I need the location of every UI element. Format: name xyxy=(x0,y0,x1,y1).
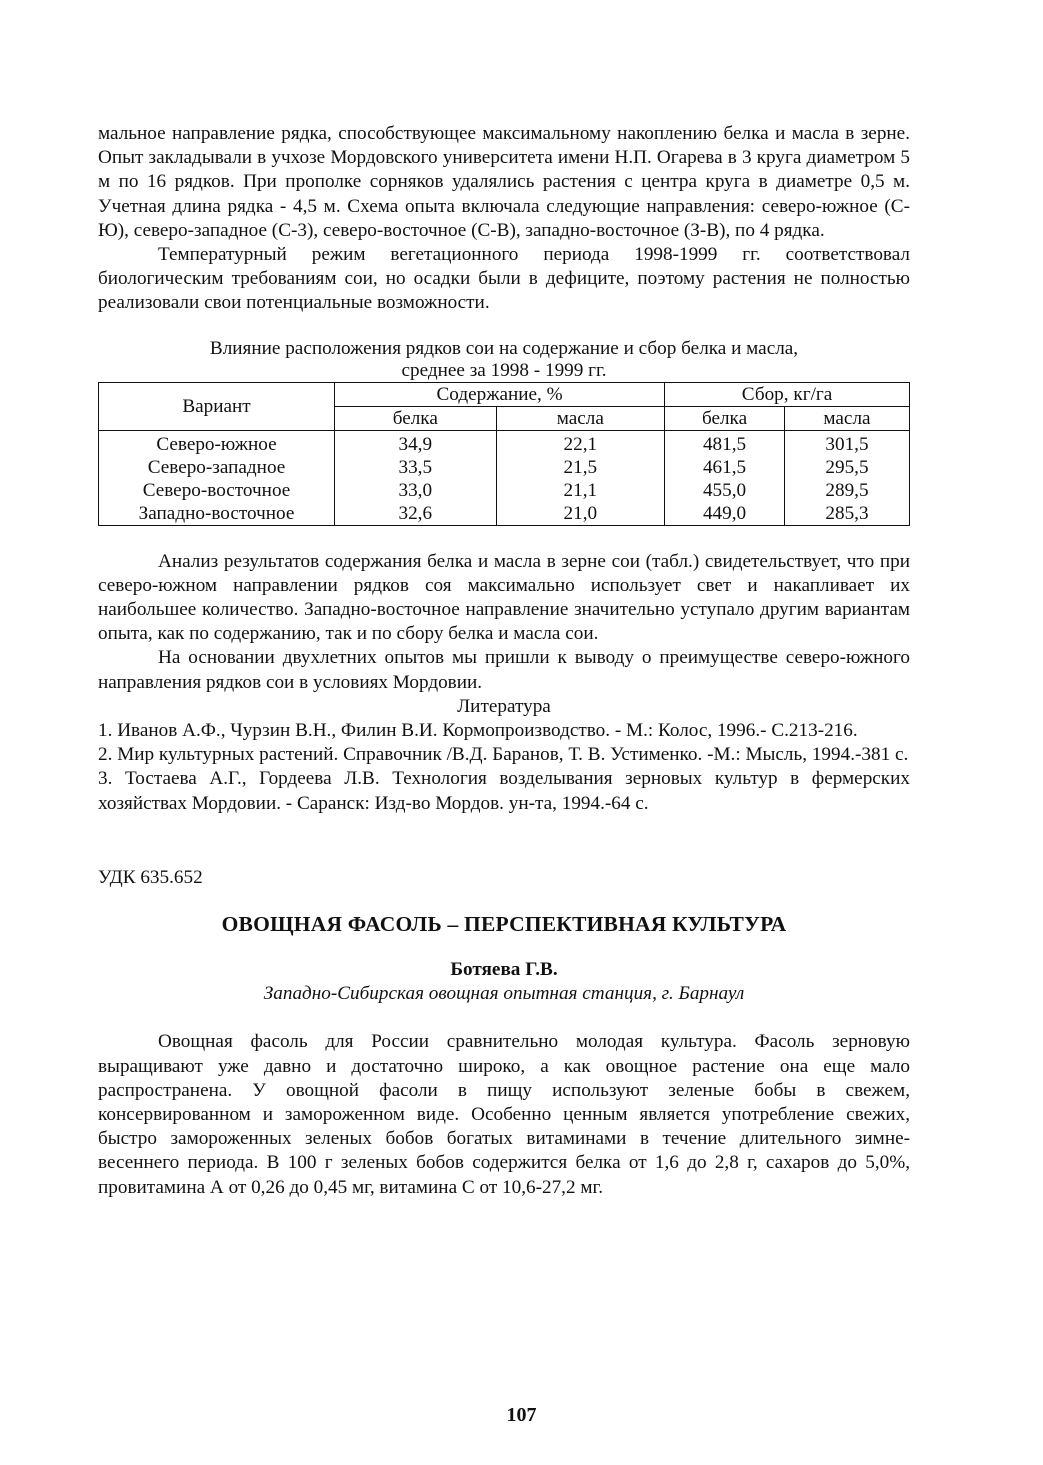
cell-variant: Северо-южное xyxy=(99,430,335,456)
cell-content-oil: 21,5 xyxy=(496,456,665,479)
subheader-content-oil: масла xyxy=(496,406,665,430)
cell-content-oil: 21,0 xyxy=(496,502,665,526)
table-caption-line-2: среднее за 1998 - 1999 гг. xyxy=(401,359,607,381)
article-body: Овощная фасоль для России сравнительно молодая культура. Фасоль зерновую выращивают уже давно и достаточно широко, а как овощное растение она еще мало распространена. У овощной фасоли в пищу используют зеленые бобы в свежем, консервированном и замороженном виде. Особенно ценным является употребление свежих, быстро замороженных зеленых бобов богатых витаминами в течение длительного зимне-весеннего периода. В 100 г зеленых бобов содержится белка от 1,6 до 2,8 г, сахаров до 5,0%, провитамина А от 0,26 до 0,45 мг, витамина С от 10,6-27,2 мг. xyxy=(98,1031,910,1198)
table-caption-line-1: Влияние расположения рядков сои на содержание и сбор белка и масла, xyxy=(209,337,799,359)
reference-item: 3. Тостаева А.Г., Гордеева Л.В. Технология возделывания зерновых культур в фермерских хозяйствах Мордовии. - Саранск: Изд-во Мордов. ун-та, 1994.-64 с. xyxy=(98,768,910,814)
reference-item: 2. Мир культурных растений. Справочник /В.Д. Баранов, Т. В. Устименко. -М.: Мысль, 1994.-381 с. xyxy=(98,744,909,766)
cell-content-protein: 32,6 xyxy=(335,502,497,526)
cell-yield-oil: 289,5 xyxy=(784,479,909,502)
subheader-yield-oil: масла xyxy=(784,406,909,430)
reference-item: 1. Иванов А.Ф., Чурзин В.Н., Филин В.И. Кормопроизводство. - М.: Колос, 1996.- С.213-216. xyxy=(98,720,858,742)
article-affiliation: Западно-Сибирская овощная опытная станция, г. Барнаул xyxy=(263,983,745,1005)
table-row xyxy=(99,502,910,526)
table-row xyxy=(99,456,910,479)
article-title: ОВОЩНАЯ ФАСОЛЬ – ПЕРСПЕКТИВНАЯ КУЛЬТУРА xyxy=(221,911,787,936)
cell-yield-protein: 481,5 xyxy=(665,430,785,456)
cell-content-protein: 33,0 xyxy=(335,479,497,502)
cell-content-oil: 21,1 xyxy=(496,479,665,502)
cell-yield-protein: 461,5 xyxy=(665,456,785,479)
table-row xyxy=(99,479,910,502)
intro-paragraph-2: Температурный режим вегетационного периода 1998-1999 гг. соответствовал биологическим требованиям сои, но осадки были в дефиците, поэтому растения не полностью реализовали свои потенциальные возможности. xyxy=(98,244,910,314)
intro-paragraph-1: мальное направление рядка, способствующее максимальному накоплению белка и масла в зерне. Опыт закладывали в учхозе Мордовского университета имени Н.П. Огарева в 3 круга диаметром 5 м по 16 рядков. При прополке сорняков удалялись растения с центра круга в диаметре 0,5 м. Учетная длина рядка - 4,5 м. Схема опыта включала следующие направления: северо-южное (С-Ю), северо-западное (С-3), северо-восточное (С-В), западно-восточное (З-В), по 4 рядка. xyxy=(98,123,910,241)
cell-content-protein: 34,9 xyxy=(335,430,497,456)
article-author: Ботяева Г.В. xyxy=(450,959,558,981)
cell-content-protein: 33,5 xyxy=(335,456,497,479)
analysis-paragraph-1: Анализ результатов содержания белка и масла в зерне сои (табл.) свидетельствует, что при северо-южном направлении рядков соя максимально использует свет и накапливает их наибольшее количество. Западно-восточное направление значительно уступало другим вариантам опыта, как по содержанию, так и по сбору белка и масла сои. xyxy=(98,550,910,645)
table-row xyxy=(99,430,910,456)
cell-yield-protein: 455,0 xyxy=(665,479,785,502)
header-content: Содержание, % xyxy=(335,382,665,406)
cell-variant: Северо-западное xyxy=(99,456,335,479)
header-variant: Вариант xyxy=(99,382,335,430)
cell-yield-oil: 285,3 xyxy=(784,502,909,526)
cell-yield-oil: 301,5 xyxy=(784,430,909,456)
cell-yield-protein: 449,0 xyxy=(665,502,785,526)
udk-code: УДК 635.652 xyxy=(98,866,203,888)
cell-variant: Западно-восточное xyxy=(99,502,335,526)
subheader-content-protein: белка xyxy=(335,406,497,430)
subheader-yield-protein: белка xyxy=(665,406,785,430)
page-content xyxy=(98,122,910,1200)
analysis-paragraph-2: На основании двухлетних опытов мы пришли к выводу о преимуществе северо-южного направления рядков сои в условиях Мордовии. xyxy=(98,647,910,693)
cell-yield-oil: 295,5 xyxy=(784,456,909,479)
cell-content-oil: 22,1 xyxy=(496,430,665,456)
results-table xyxy=(98,382,910,526)
literature-title: Литература xyxy=(457,695,551,717)
header-yield: Сбор, кг/га xyxy=(665,382,910,406)
page-number: 107 xyxy=(506,1404,537,1426)
cell-variant: Северо-восточное xyxy=(99,479,335,502)
